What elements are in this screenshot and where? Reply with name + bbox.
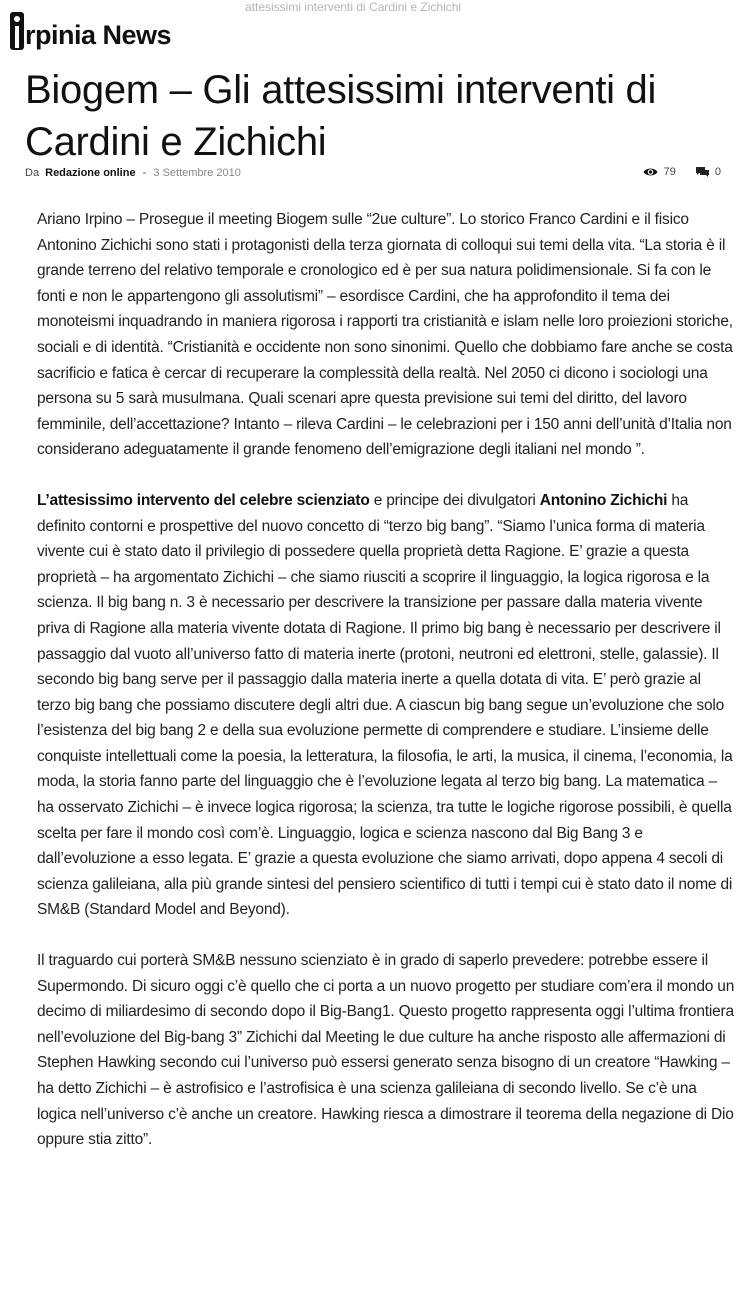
publish-date: 3 Settembre 2010 <box>153 167 241 179</box>
paragraph-2-bold-lead: L’attesissimo intervento del celebre scienziato <box>37 491 370 509</box>
header-ghost-title: attesissimi interventi di Cardini e Zichichi <box>245 0 462 14</box>
meta-separator: - <box>142 167 147 179</box>
article-body <box>37 207 737 1178</box>
article-meta <box>25 166 725 180</box>
paragraph-1: Ariano Irpino – Prosegue il meeting Biogem sulle “2ue culture”. Lo storico Franco Cardini e il fisico Antonino Zichichi sono stati i protagonisti della terza giornata di colloqui sui temi della vita. “La storia è il grande terreno del relativo temporale e cronologico ed è per sua natura polidimensionale. Si fa con le fonti e non le appartengono gli assolutismi” – esordisce Cardini, che ha approfondito il tema dei monoteismi inquadrando in maniera rigorosa i rapporti tra cristianità e islam nelle loro proiezioni storiche, sociali e di identità. “Cristianità e occidente non sono sinonimi. Quello che dobbiamo fare anche se costa sacrificio e fatica è cercar di recuperare la complessità della realtà. Nel 2050 ci dicono i sociologi una persona su 5 sarà musulmana. Quali scenari apre questa previsione sui temi del diritto, del lavoro femminile, dell’accettazione? Intanto – rileva Cardini – le celebrazioni per i 150 anni dell’unità d’Italia non considerano adeguatamente il grande fenomeno dell’emigrazione degli italiani nel mondo ”. <box>37 211 733 459</box>
paragraph-2-text-a: e principe dei divulgatori <box>369 491 540 509</box>
paragraph-2-bold-name: Antonino Zichichi <box>539 491 668 509</box>
logo-text: rpinia News <box>25 20 172 50</box>
article-title: Biogem – Gli attesissimi interventi di Cardini e Zichichi <box>25 68 657 164</box>
site-header <box>0 0 749 56</box>
comments-count: 0 <box>714 166 721 178</box>
views-stat <box>643 166 676 178</box>
comments-icon <box>696 167 709 177</box>
author-link[interactable]: Redazione online <box>45 167 136 179</box>
paragraph-2-text-b: ha definito contorni e prospettive del nuovo concetto di “terzo big bang”. “Siamo l’unica forma di materia vivente cui è stato dato il privilegio di possedere quella proprietà detta Ragione. E’ grazie a questa proprietà – ha argomentato Zichichi – che siamo riusciti a scoprire il linguaggio, la logica rigorosa e la scienza. Il big bang n. 3 è necessario per descrivere la transizione per passare dalla materia vivente priva di Ragione alla materia vivente dotata di Ragione. Il primo big bang è necessario per descrivere il passaggio dal vuoto all’universo fatto di materia inerte (protoni, neutroni ed elettroni, stelle, galassie). Il secondo big bang serve per il passaggio dalla materia inerte a quella dotata di vita. E’ però grazie al terzo big bang che possiamo discutere degli altri due. A ciascun big bang segue un’evoluzione che solo l’esistenza del big bang 2 e della sua evoluzione permette di comprendere e studiare. L’insieme delle conquiste intellettuali come la poesia, la letteratura, la filosofia, le arti, la musica, il cinema, l’economia, la moda, la storia fanno parte del linguaggio che è l’evoluzione legata al terzo big bang. La matematica – ha osservato Zichichi – è invece logica rigorosa; la scienza, tra tutte le logiche rigorose possibili, è quella scelta per fare il mondo così com’è. Linguaggio, logica e scienza nascono dal Big Bang 3 e dall’evoluzione a esso legata. E’ grazie a questa evoluzione che siamo arrivati, dopo appena 4 secoli di scienza galileiana, alla più grande sintesi del pensiero scientifico di tutti i tempi cui è stato dato il nome di SM&B (Standard Model and Beyond). <box>37 491 733 919</box>
paragraph-2 <box>37 488 737 923</box>
comments-stat[interactable] <box>696 166 721 178</box>
site-logo[interactable] <box>10 6 171 50</box>
paragraph-3: Il traguardo cui porterà SM&B nessuno scienziato è in grado di saperlo prevedere: potrebbe essere il Supermondo. Di sicuro oggi c’è quello che ci porta a un nuovo progetto per studiare com’era il mondo un decimo di miliardesimo di secondo dopo il Big-Bang1. Questo progetto rappresenta oggi l’ultima frontiera nell’evoluzione del Big-bang 3” Zichichi dal Meeting le due culture ha anche risposto alle affermazioni di Stephen Hawking secondo cui l’universo può essersi generato senza bisogno di un creatore “Hawking – ha detto Zichichi – è astrofisico e l’astrofisica è una scienza galileiana di secondo livello. Se c’è una logica nell’universo c’è anche un creatore. Hawking riesca a dimostrare il teorema della negazione di Dio oppure stia zitto”. <box>37 952 735 1149</box>
views-count: 79 <box>663 166 676 178</box>
eye-icon <box>643 167 658 177</box>
logo-mark-icon <box>10 12 24 50</box>
article-stats <box>643 166 721 178</box>
author-prefix: Da <box>25 167 40 179</box>
